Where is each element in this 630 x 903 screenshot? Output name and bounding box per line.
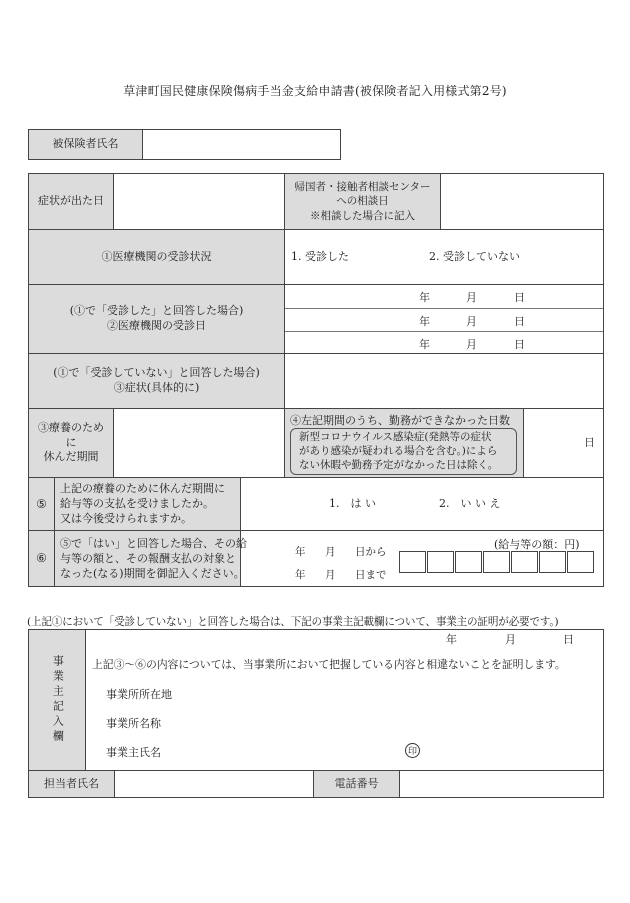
date-month: 月 [466,315,477,328]
q5-option-yes[interactable]: 1. は い [329,496,376,510]
days-unit: 日 [584,435,595,449]
contact-person-field[interactable] [115,771,314,797]
from-suffix: 日から [355,546,387,558]
q6-question [55,531,247,586]
amount-digit-box[interactable] [455,551,482,573]
q2-label-line1: (①で「受診した」と回答した場合) [69,304,244,318]
insured-name-box [28,129,341,160]
rest-period-label-line3: 休んだ期間 [43,450,99,464]
phone-label: 電話番号 [314,771,400,797]
q3-label [29,354,285,408]
date-day: 日 [514,315,525,328]
q1-option-not-visited[interactable]: 2. 受診していない [429,249,520,263]
to-year: 年 [295,569,306,581]
employer-date-year: 年 [446,633,457,646]
company-name-label: 事業所名称 [106,717,161,730]
contact-row [28,770,604,798]
date-month: 月 [466,291,477,304]
note-line1: 新型コロナウイルス感染症(発熱等の症状 [299,431,492,443]
employer-side-label [29,630,86,770]
date-day: 日 [514,338,525,351]
seal-mark [405,743,420,758]
consult-date-field[interactable] [441,174,603,229]
amount-digit-box[interactable] [567,551,594,573]
q6-period-to[interactable] [295,567,405,583]
company-address-label: 事業所所在地 [106,688,172,701]
employer-side-text: 事業主記入欄 [51,655,65,745]
q1-option-visited[interactable]: 1. 受診した [291,249,349,263]
q6-line2: 与等の額と、その報酬支払の対象と [60,551,236,565]
insured-name-field[interactable] [143,130,340,159]
consult-label-line3: ※相談した場合に記入 [310,209,415,222]
employer-section [28,629,604,771]
main-form-table [28,173,604,587]
q3-label-line2: ③症状(具体的に) [113,381,200,394]
employer-date-month: 月 [505,633,516,646]
employer-date[interactable] [429,631,599,645]
q3-label-line1: (①で「受診していない」と回答した場合) [53,366,260,380]
q6-number: ⑥ [29,531,55,586]
contact-person-label: 担当者氏名 [29,771,115,797]
q6-line1: ⑤で「はい」と回答した場合、その給 [60,537,247,550]
workless-days-title: ④左記期間のうち、勤務ができなかった日数 [290,414,510,427]
phone-field[interactable] [400,771,603,797]
date-year: 年 [419,338,430,351]
to-month: 月 [325,569,336,581]
owner-name-label: 事業主氏名 [106,746,161,759]
q6-line3: なった(なる)期間を御記入ください。 [60,566,245,580]
consult-label-line2: への相談日 [336,195,389,208]
symptom-date-label: 症状が出た日 [29,174,114,229]
workless-days-note [299,430,498,473]
amount-digit-box[interactable] [483,551,510,573]
note-line2: があり感染が疑われる場合を含む。)によら [299,445,498,458]
rest-period-field[interactable] [114,409,285,477]
q6-period-from[interactable] [295,544,405,560]
amount-digit-box[interactable] [539,551,566,573]
date-month: 月 [466,338,477,351]
q2-date-row-2[interactable] [285,309,603,331]
employer-notice: (上記①において「受診していない」と回答した場合は、下記の事業主記載欄について、事業主の証明が必要です。) [27,616,559,628]
employer-certify-text: 上記③～⑥の内容については、当事業所において把握している内容と相違ないことを証明します。 [92,658,566,671]
rest-period-label-line2: に [65,435,77,449]
form-title: 草津町国民健康保険傷病手当金支給申請書(被保険者記入用様式第2号) [123,84,507,98]
q5-line2: 給与等の支払を受けましたか。 [60,496,214,510]
q2-date-row-1[interactable] [285,285,603,307]
from-month: 月 [325,546,336,558]
to-suffix: 日まで [355,569,387,581]
q2-label-line2: ②医療機関の受診日 [107,319,206,332]
workless-days-field[interactable] [524,409,603,477]
q1-label: ①医療機関の受診状況 [29,230,285,284]
amount-digit-box[interactable] [427,551,454,573]
q2-label [29,285,285,353]
amount-digit-box[interactable] [399,551,426,573]
symptom-date-field[interactable] [114,174,285,229]
consult-date-label [285,174,441,229]
rest-period-label [29,409,114,477]
amount-digit-box[interactable] [511,551,538,573]
insured-name-label: 被保険者氏名 [29,130,143,159]
q3-symptom-field[interactable] [285,354,603,408]
date-year: 年 [419,315,430,328]
q5-number: ⑤ [29,478,55,530]
q5-line1: 上記の療養のために休んだ期間に [60,482,225,495]
amount-digit-boxes[interactable] [399,551,597,573]
q5-question [55,478,241,530]
from-year: 年 [295,546,306,558]
date-year: 年 [419,291,430,304]
amount-label: (給与等の額：円) [494,538,580,551]
q5-line3: 又は今後受けられますか。 [60,511,192,525]
seal-text: 印 [407,747,417,757]
q5-option-no[interactable]: 2. い い え [439,496,501,510]
q2-date-row-3[interactable] [285,332,603,353]
employer-date-day: 日 [563,633,574,646]
note-line3: ない休暇や勤務予定がなかった日は除く。 [299,459,499,472]
rest-period-label-line1: ③療養のため [38,420,104,434]
workless-days-label [285,409,524,477]
consult-label-line1: 帰国者・接触者相談センター [294,181,431,194]
date-day: 日 [514,291,525,304]
